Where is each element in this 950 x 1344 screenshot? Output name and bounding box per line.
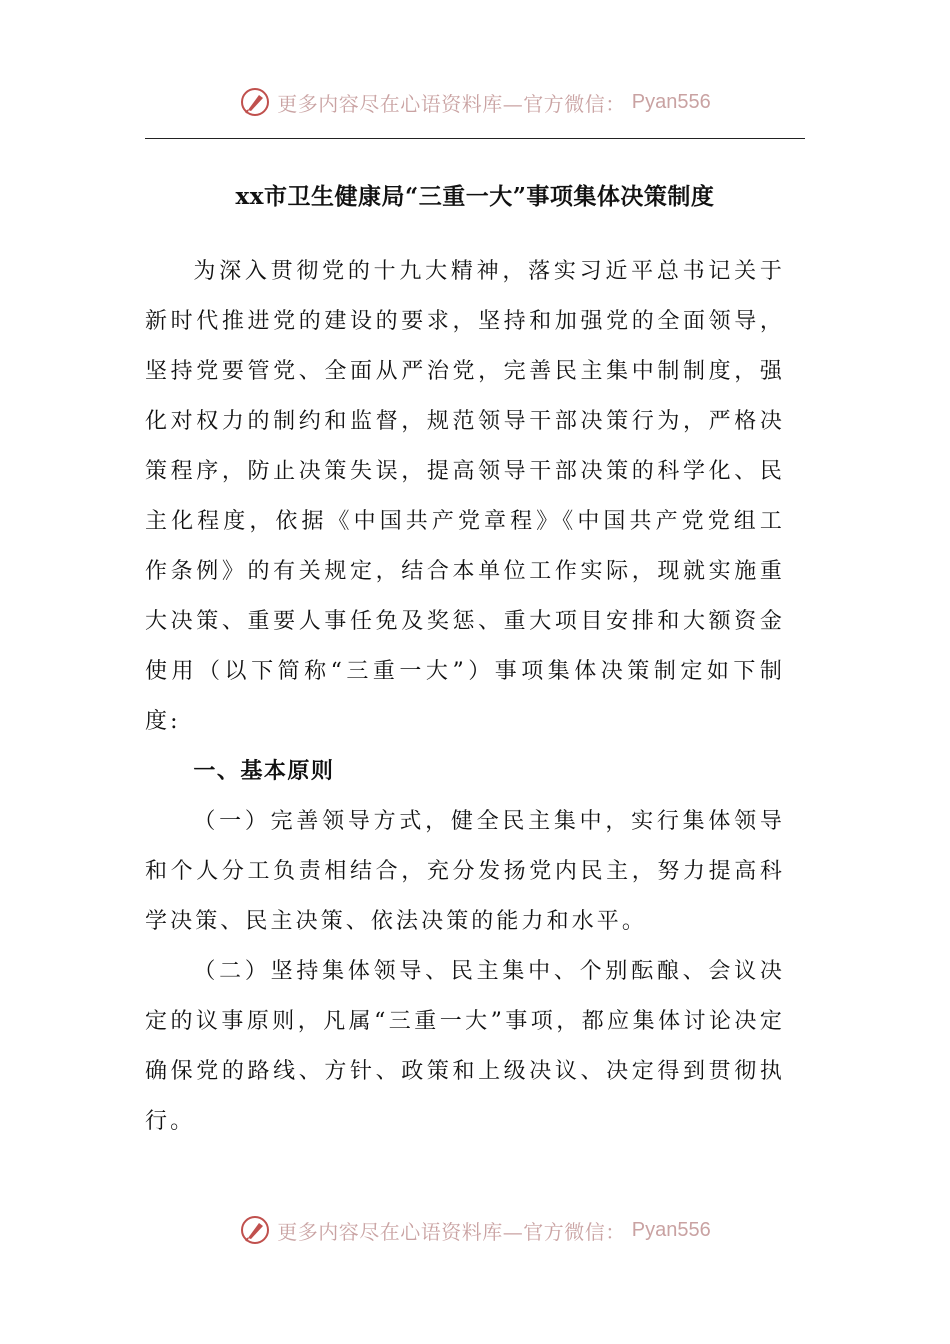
watermark-wechat-id: Pyan556	[631, 90, 711, 113]
header-divider	[145, 138, 805, 139]
watermark-footer	[0, 1210, 950, 1250]
document-body	[145, 247, 785, 1147]
quill-logo-icon	[239, 86, 271, 118]
quill-logo-icon	[239, 1214, 271, 1246]
watermark-text: 更多内容尽在心语资料库—官方微信：	[277, 1219, 626, 1244]
section-item: （一）完善领导方式，健全民主集中，实行集体领导和个人分工负责相结合，充分发扬党内民主，努力提高科学决策、民主决策、依法决策的能力和水平。	[145, 809, 785, 934]
intro-paragraph: 为深入贯彻党的十九大精神，落实习近平总书记关于新时代推进党的建设的要求，坚持和加强党的全面领导，坚持党要管党、全面从严治党，完善民主集中制制度，强化对权力的制约和监督，规范领导干部决策行为，严格决策程序，防止决策失误，提高领导干部决策的科学化、民主化程度，依据《中国共产党章程》《中国共产党党组工作条例》的有关规定，结合本单位工作实际，现就实施重大决策、重要人事任免及奖惩、重大项目安排和大额资金使用（以下简称“三重一大”）事项集体决策制定如下制度:	[145, 259, 785, 734]
document-title: xx市卫生健康局“三重一大”事项集体决策制度	[235, 183, 715, 210]
section-heading: 一、基本原则	[193, 759, 335, 784]
watermark-text: 更多内容尽在心语资料库—官方微信：	[277, 91, 626, 116]
section-item: （二）坚持集体领导、民主集中、个别酝酿、会议决定的议事原则，凡属“三重一大”事项，都应集体讨论决定确保党的路线、方针、政策和上级决议、决定得到贯彻执行。	[145, 959, 785, 1134]
watermark-wechat-id: Pyan556	[631, 1218, 711, 1241]
watermark-header	[0, 82, 950, 122]
